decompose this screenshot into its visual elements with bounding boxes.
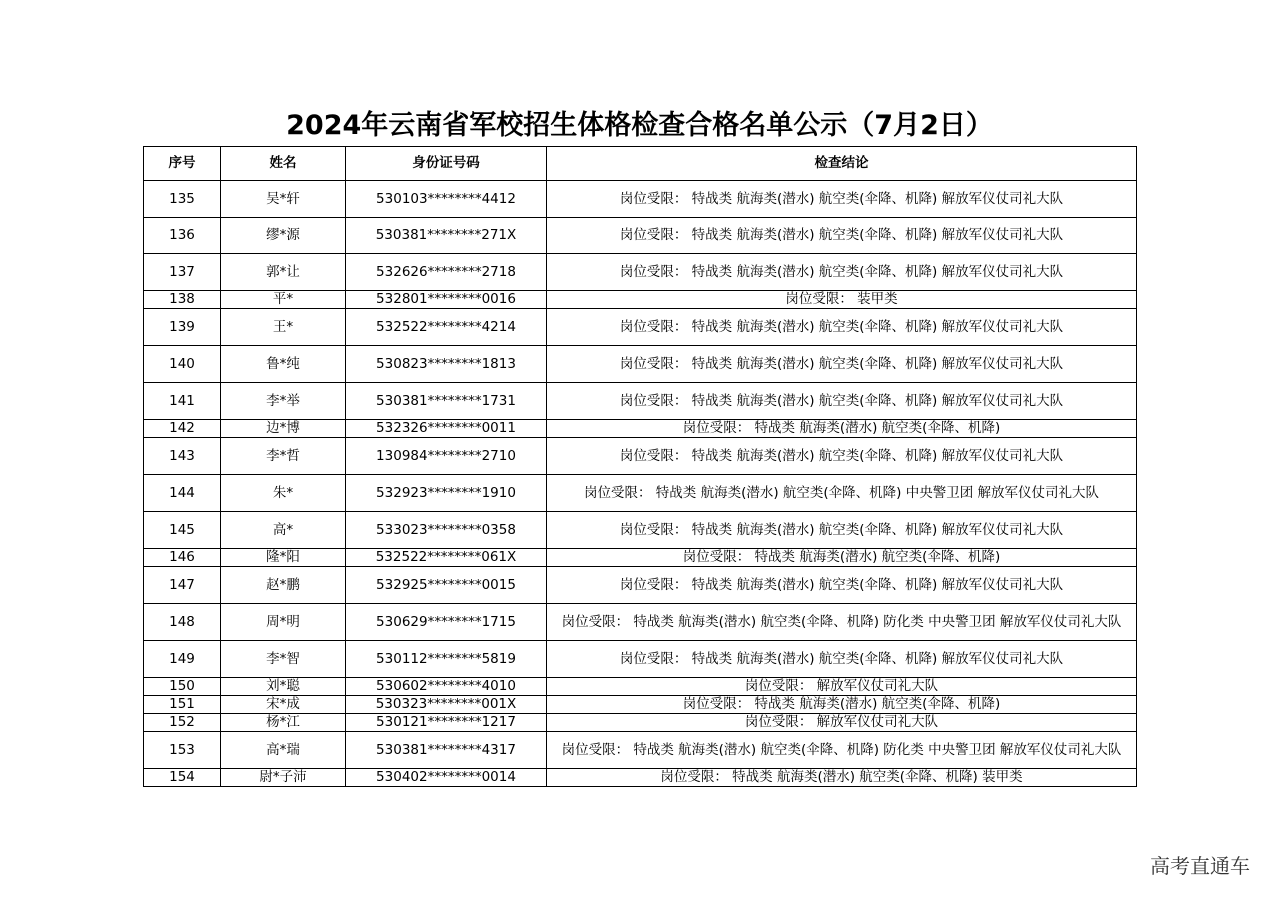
table-row <box>144 641 1137 678</box>
cell-result: 岗位受限： 特战类 航海类(潜水) 航空类(伞降、机降) <box>547 696 1137 714</box>
cell-name: 宋*成 <box>221 696 346 714</box>
cell-seq: 147 <box>144 567 221 604</box>
cell-result: 岗位受限： 特战类 航海类(潜水) 航空类(伞降、机降) 解放军仪仗司礼大队 <box>547 309 1137 346</box>
table-row <box>144 254 1137 291</box>
cell-id-number: 532923********1910 <box>346 475 547 512</box>
cell-result: 岗位受限： 特战类 航海类(潜水) 航空类(伞降、机降) 中央警卫团 解放军仪仗司礼大队 <box>547 475 1137 512</box>
table-row <box>144 218 1137 254</box>
cell-result: 岗位受限： 装甲类 <box>547 291 1137 309</box>
cell-id-number: 530402********0014 <box>346 769 547 787</box>
cell-seq: 152 <box>144 714 221 732</box>
table-row <box>144 383 1137 420</box>
cell-id-number: 530381********271X <box>346 218 547 254</box>
cell-id-number: 532801********0016 <box>346 291 547 309</box>
cell-name: 赵*鹏 <box>221 567 346 604</box>
cell-name: 王* <box>221 309 346 346</box>
table-row <box>144 732 1137 769</box>
cell-seq: 136 <box>144 218 221 254</box>
cell-seq: 144 <box>144 475 221 512</box>
cell-name: 隆*阳 <box>221 549 346 567</box>
table-row <box>144 346 1137 383</box>
cell-id-number: 532326********0011 <box>346 420 547 438</box>
cell-seq: 138 <box>144 291 221 309</box>
cell-seq: 145 <box>144 512 221 549</box>
cell-seq: 135 <box>144 181 221 218</box>
cell-seq: 142 <box>144 420 221 438</box>
cell-result: 岗位受限： 特战类 航海类(潜水) 航空类(伞降、机降) 解放军仪仗司礼大队 <box>547 567 1137 604</box>
cell-name: 鲁*纯 <box>221 346 346 383</box>
table-row <box>144 438 1137 475</box>
cell-name: 吴*轩 <box>221 181 346 218</box>
cell-seq: 140 <box>144 346 221 383</box>
cell-name: 杨*江 <box>221 714 346 732</box>
cell-result: 岗位受限： 特战类 航海类(潜水) 航空类(伞降、机降) 解放军仪仗司礼大队 <box>547 218 1137 254</box>
table-row <box>144 769 1137 787</box>
table-row <box>144 549 1137 567</box>
cell-result: 岗位受限： 解放军仪仗司礼大队 <box>547 714 1137 732</box>
cell-result: 岗位受限： 特战类 航海类(潜水) 航空类(伞降、机降) 解放军仪仗司礼大队 <box>547 254 1137 291</box>
cell-result: 岗位受限： 特战类 航海类(潜水) 航空类(伞降、机降) 解放军仪仗司礼大队 <box>547 346 1137 383</box>
cell-seq: 146 <box>144 549 221 567</box>
header-id: 身份证号码 <box>346 147 547 181</box>
cell-name: 郭*让 <box>221 254 346 291</box>
cell-name: 高* <box>221 512 346 549</box>
cell-name: 高*瑞 <box>221 732 346 769</box>
cell-name: 李*智 <box>221 641 346 678</box>
table-row <box>144 696 1137 714</box>
cell-id-number: 530381********4317 <box>346 732 547 769</box>
cell-name: 刘*聪 <box>221 678 346 696</box>
table-row <box>144 309 1137 346</box>
cell-result: 岗位受限： 特战类 航海类(潜水) 航空类(伞降、机降) 装甲类 <box>547 769 1137 787</box>
cell-seq: 137 <box>144 254 221 291</box>
cell-seq: 153 <box>144 732 221 769</box>
cell-id-number: 532925********0015 <box>346 567 547 604</box>
table-header-row <box>144 147 1137 181</box>
table-row <box>144 714 1137 732</box>
cell-result: 岗位受限： 特战类 航海类(潜水) 航空类(伞降、机降) 解放军仪仗司礼大队 <box>547 181 1137 218</box>
table-row <box>144 678 1137 696</box>
table-row <box>144 475 1137 512</box>
cell-id-number: 530602********4010 <box>346 678 547 696</box>
cell-name: 李*举 <box>221 383 346 420</box>
cell-id-number: 532522********4214 <box>346 309 547 346</box>
cell-result: 岗位受限： 特战类 航海类(潜水) 航空类(伞降、机降) 解放军仪仗司礼大队 <box>547 641 1137 678</box>
cell-id-number: 532626********2718 <box>346 254 547 291</box>
cell-seq: 150 <box>144 678 221 696</box>
cell-name: 朱* <box>221 475 346 512</box>
table-row <box>144 181 1137 218</box>
cell-id-number: 130984********2710 <box>346 438 547 475</box>
cell-id-number: 530103********4412 <box>346 181 547 218</box>
qualification-table <box>143 146 1137 787</box>
header-seq: 序号 <box>144 147 221 181</box>
cell-name: 尉*子沛 <box>221 769 346 787</box>
cell-result: 岗位受限： 特战类 航海类(潜水) 航空类(伞降、机降) <box>547 420 1137 438</box>
table-row <box>144 567 1137 604</box>
document-title: 2024年云南省军校招生体格检查合格名单公示（7月2日） <box>286 110 993 141</box>
table-row <box>144 291 1137 309</box>
cell-name: 平* <box>221 291 346 309</box>
cell-result: 岗位受限： 特战类 航海类(潜水) 航空类(伞降、机降) 解放军仪仗司礼大队 <box>547 438 1137 475</box>
cell-name: 李*哲 <box>221 438 346 475</box>
cell-id-number: 530823********1813 <box>346 346 547 383</box>
cell-id-number: 530629********1715 <box>346 604 547 641</box>
cell-seq: 139 <box>144 309 221 346</box>
cell-name: 周*明 <box>221 604 346 641</box>
cell-result: 岗位受限： 特战类 航海类(潜水) 航空类(伞降、机降) 防化类 中央警卫团 解放军仪仗司礼大队 <box>547 604 1137 641</box>
table-row <box>144 604 1137 641</box>
cell-seq: 141 <box>144 383 221 420</box>
cell-result: 岗位受限： 特战类 航海类(潜水) 航空类(伞降、机降) <box>547 549 1137 567</box>
header-name: 姓名 <box>221 147 346 181</box>
cell-id-number: 533023********0358 <box>346 512 547 549</box>
cell-seq: 143 <box>144 438 221 475</box>
cell-seq: 151 <box>144 696 221 714</box>
cell-result: 岗位受限： 特战类 航海类(潜水) 航空类(伞降、机降) 解放军仪仗司礼大队 <box>547 383 1137 420</box>
cell-result: 岗位受限： 解放军仪仗司礼大队 <box>547 678 1137 696</box>
cell-name: 缪*源 <box>221 218 346 254</box>
cell-result: 岗位受限： 特战类 航海类(潜水) 航空类(伞降、机降) 防化类 中央警卫团 解放军仪仗司礼大队 <box>547 732 1137 769</box>
header-result: 检查结论 <box>547 147 1137 181</box>
cell-name: 边*博 <box>221 420 346 438</box>
cell-id-number: 530381********1731 <box>346 383 547 420</box>
cell-id-number: 530121********1217 <box>346 714 547 732</box>
table-body <box>144 181 1137 787</box>
cell-seq: 149 <box>144 641 221 678</box>
table-row <box>144 512 1137 549</box>
watermark-text: 高考直通车 <box>1150 854 1250 878</box>
cell-result: 岗位受限： 特战类 航海类(潜水) 航空类(伞降、机降) 解放军仪仗司礼大队 <box>547 512 1137 549</box>
cell-seq: 154 <box>144 769 221 787</box>
table-row <box>144 420 1137 438</box>
cell-seq: 148 <box>144 604 221 641</box>
cell-id-number: 530112********5819 <box>346 641 547 678</box>
cell-id-number: 530323********001X <box>346 696 547 714</box>
cell-id-number: 532522********061X <box>346 549 547 567</box>
